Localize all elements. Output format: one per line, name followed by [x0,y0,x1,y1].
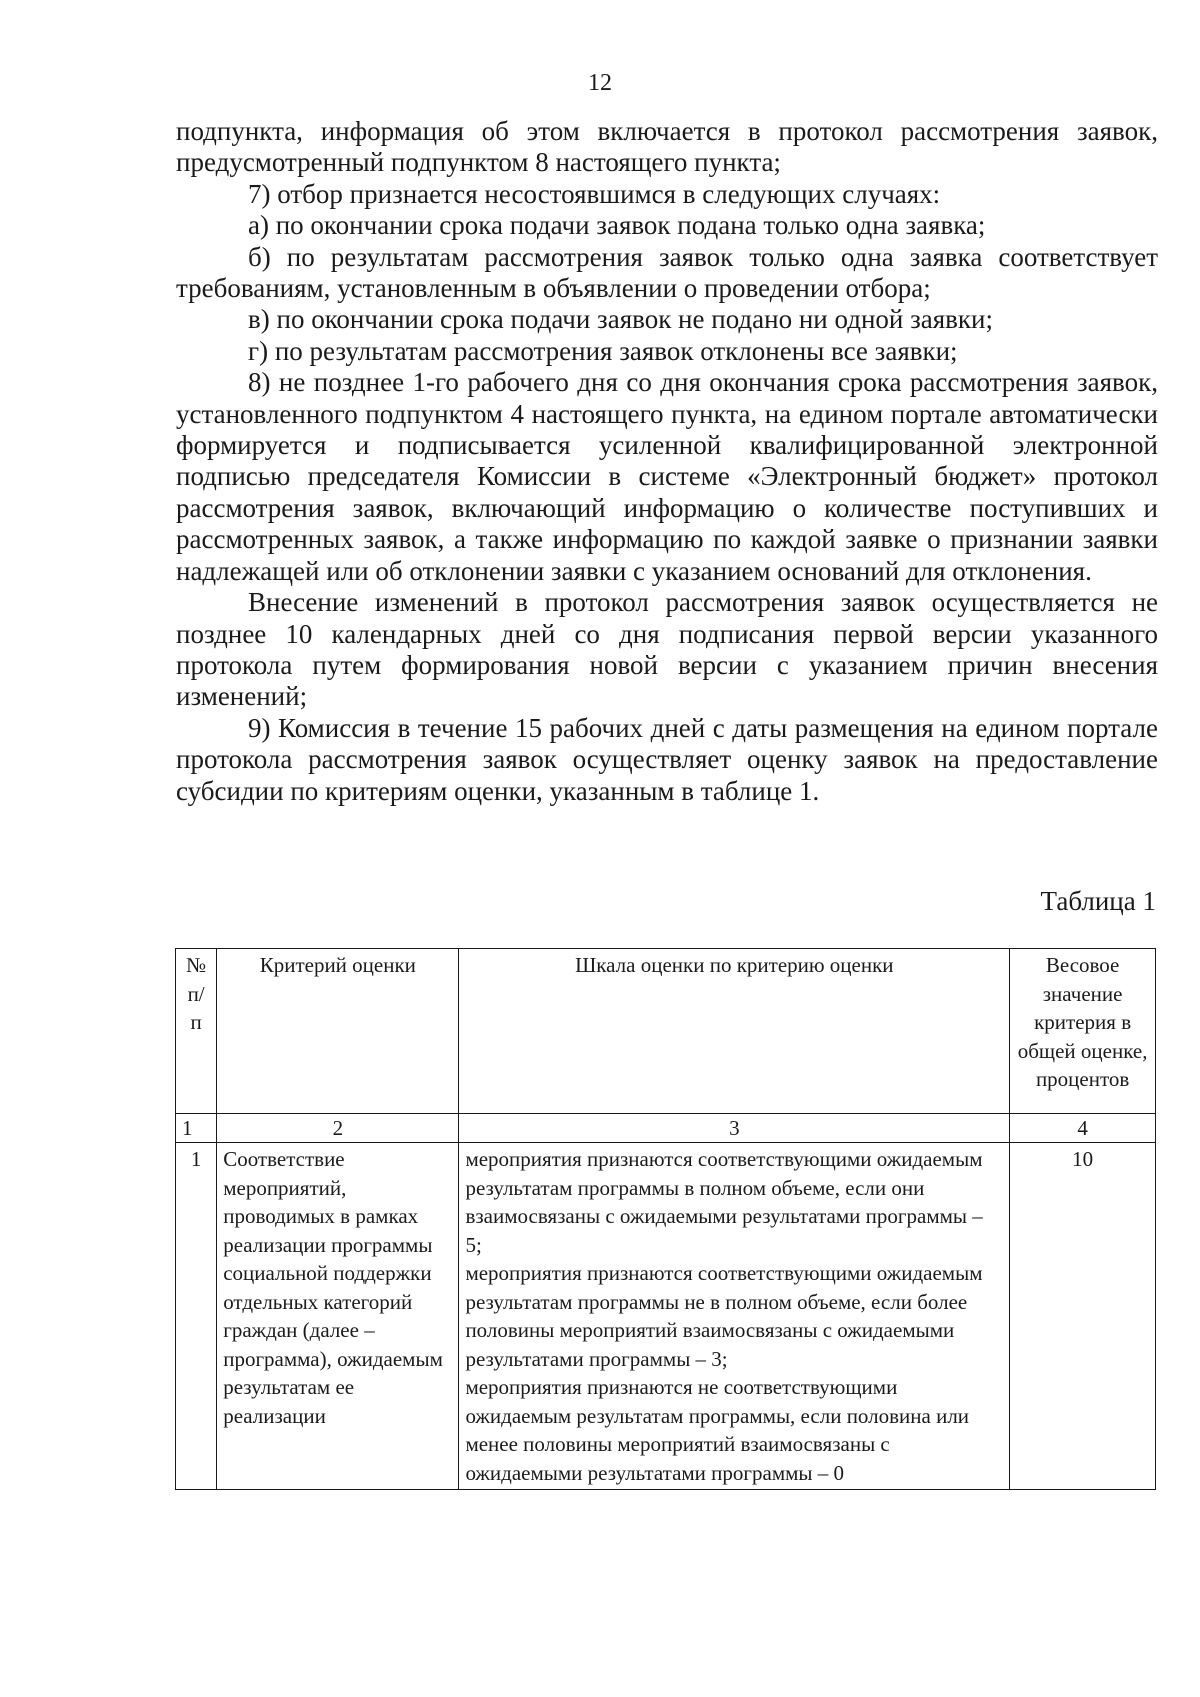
header-scale: Шкала оценки по критерию оценки [459,949,1010,1114]
table-caption: Таблица 1 [1040,886,1156,916]
index-cell: 4 [1010,1114,1156,1143]
paragraph: 8) не позднее 1-го рабочего дня со дня окончания срока рассмотрения заявок, установленного подпунктом 4 настоящего пункта, на едином портале автоматически формируется и подписывается усиленной квалифицированной электронной подписью председателя Комиссии в системе «Электронный бюджет» протокол рассмотрения заявок, включающий информацию о количестве поступивших и рассмотренных заявок, а также информацию по каждой заявке о признании заявки надлежащей или об отклонении заявки с указанием оснований для отклонения. [176,367,1158,586]
paragraph: г) по результатам рассмотрения заявок отклонены все заявки; [248,335,958,366]
paragraph: подпункта, информация об этом включается в протокол рассмотрения заявок, предусмотренный подпунктом 8 настоящего пункта; [176,116,1158,178]
row-weight: 10 [1010,1143,1156,1490]
table-index-row [176,1114,1156,1143]
row-criterion: Соответствие мероприятий, проводимых в рамках реализации программы социальной поддержки отдельных категорий граждан (далее – программа), ожидаемым результатам ее реализации [217,1143,459,1490]
paragraph: 9) Комиссия в течение 15 рабочих дней с даты размещения на едином портале протокола рассмотрения заявок осуществляет оценку заявок на предоставление субсидии по критериям оценки, указанным в таблице 1. [176,712,1158,806]
header-criterion: Критерий оценки [217,949,459,1114]
index-cell: 3 [459,1114,1010,1143]
paragraph: а) по окончании срока подачи заявок подана только одна заявка; [248,210,986,241]
criteria-table [175,948,1156,1490]
header-num: № п/п [176,949,217,1114]
header-weight: Весовое значение критерия в общей оценке, процентов [1010,949,1156,1114]
table-row [176,1143,1156,1490]
page-number: 12 [588,70,612,96]
paragraph: Внесение изменений в протокол рассмотрения заявок осуществляется не позднее 10 календарных дней со дня подписания первой версии указанного протокола путем формирования новой версии с указанием причин внесения изменений; [176,587,1158,712]
row-scale [459,1143,1010,1490]
scale-item: мероприятия признаются соответствующими ожидаемым результатам программы не в полном объеме, если более половины мероприятий взаимосвязаны с ожидаемыми результатами программы – 3; [465,1261,983,1371]
table-header-row [176,949,1156,1114]
row-num: 1 [176,1143,217,1490]
document-body [176,116,1158,807]
index-cell: 2 [217,1114,459,1143]
scale-item: мероприятия признаются не соответствующими ожидаемым результатам программы, если половина или менее половины мероприятий взаимосвязаны с ожидаемыми результатами программы – 0 [465,1375,970,1485]
paragraph: в) по окончании срока подачи заявок не подано ни одной заявки; [248,304,993,335]
paragraph: 7) отбор признается несостоявшимся в следующих случаях: [248,178,941,209]
paragraph: б) по результатам рассмотрения заявок только одна заявка соответствует требованиям, установленным в объявлении о проведении отбора; [176,241,1158,304]
index-cell: 1 [176,1114,217,1143]
scale-item: мероприятия признаются соответствующими ожидаемым результатам программы в полном объеме, если они взаимосвязаны с ожидаемыми результатами программы – 5; [465,1147,983,1257]
